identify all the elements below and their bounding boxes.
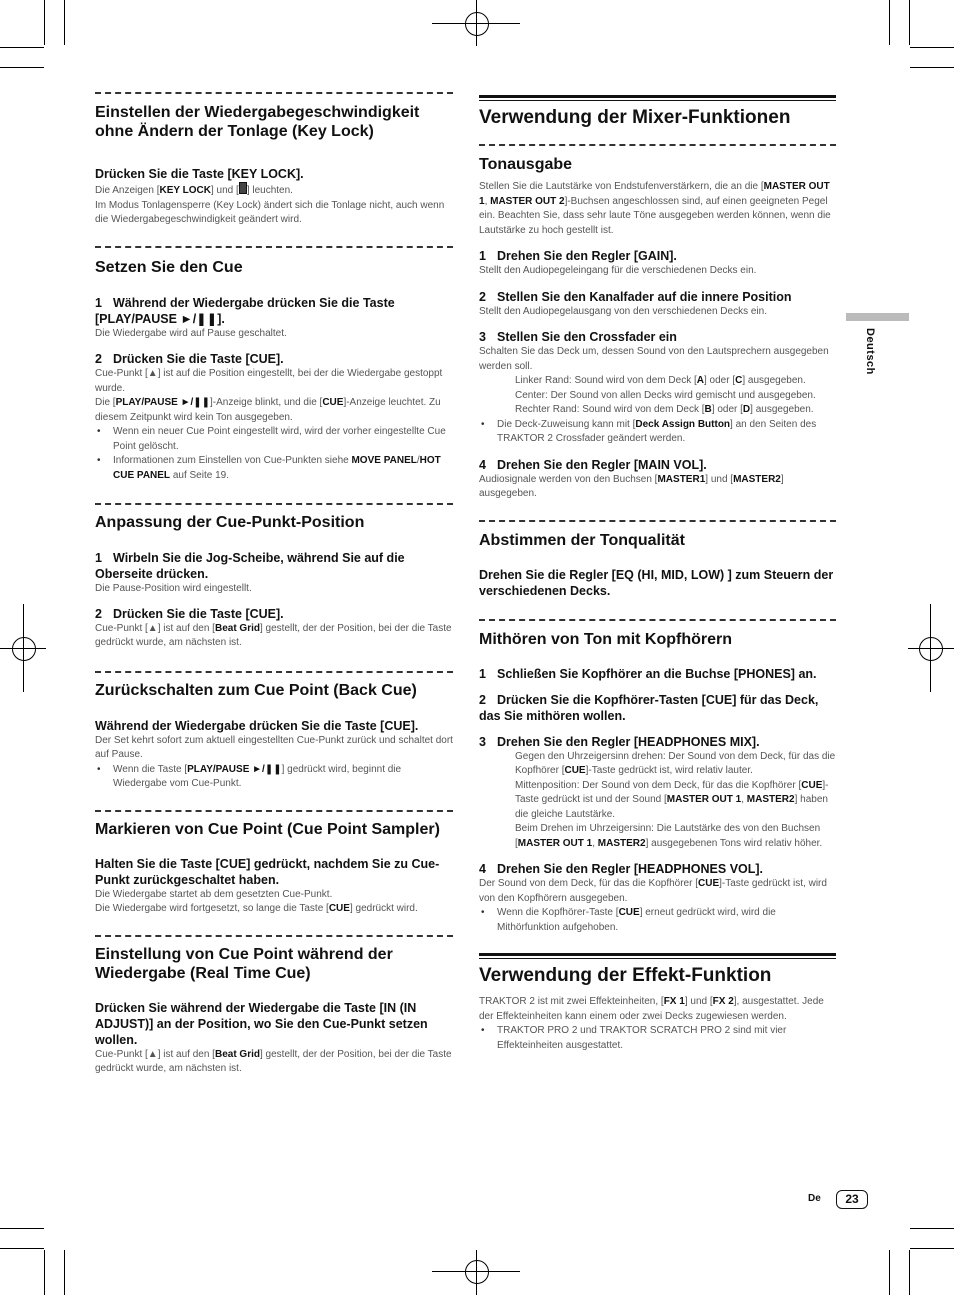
chapter-divider [479, 953, 836, 959]
section-divider [479, 520, 836, 522]
left-column [95, 92, 453, 1077]
bullet-item: • TRAKTOR PRO 2 und TRAKTOR SCRATCH PRO 2 sind mit vier Effekteinheiten ausgestattet. [479, 1024, 836, 1053]
page-number: 23 [836, 1190, 868, 1209]
section-divider [95, 92, 453, 94]
body-text: Rechter Rand: Sound wird von dem Deck [B] oder [D] ausgegeben. [515, 404, 814, 415]
section-divider [95, 810, 453, 812]
section-key-lock [95, 92, 453, 228]
step-1: 1 Schließen Sie Kopfhörer an die Buchse [PHONES] an. [479, 666, 817, 681]
section-heading: Mithören von Ton mit Kopfhörern [479, 630, 733, 648]
section-heading: Einstellen der Wiedergabegeschwindigkeit ohne Ändern der Tonlage (Key Lock) [95, 104, 420, 140]
step-3: 3 Stellen Sie den Crossfader ein [479, 330, 677, 344]
body-text: TRAKTOR 2 ist mit zwei Effekteinheiten, [FX 1] und [FX 2], ausgestattet. Jede der Effekteinheiten kann einem oder zwei Decks zugewiesen werden. [479, 996, 824, 1022]
body-text: Stellen Sie die Lautstärke von Endstufenverstärkern, die an die [MASTER OUT 1, MASTER OUT 2]-Buchsen angeschlossen sind, auf einen geeigneten Pegel ein. Beachten Sie, dass sehr laute Töne ausgegeben werden können, wenn die Lautstärke zu hoch gestellt ist. [479, 181, 831, 236]
body-text: Der Set kehrt sofort zum aktuell eingestellten Cue-Punkt zurück und schaltet dort auf Pause. [95, 734, 453, 760]
body-text: Im Modus Tonlagensperre (Key Lock) ändert sich die Tonlage nicht, auch wenn die Wiedergabegeschwindigkeit geändert wird. [95, 199, 445, 225]
instruction: Während der Wiedergabe drücken Sie die Taste [CUE]. [95, 718, 419, 733]
section-heading: Setzen Sie den Cue [95, 258, 243, 276]
step-1: 1 Während der Wiedergabe drücken Sie die Taste [PLAY/PAUSE ►/❚❚]. [95, 295, 395, 326]
section-mixer [479, 95, 836, 129]
step-2: 2 Drücken Sie die Kopfhörer-Tasten [CUE] für das Deck, das Sie mithören wollen. [479, 692, 819, 723]
language-tab-label: Deutsch [864, 328, 876, 375]
section-set-cue [95, 246, 453, 484]
section-heading: Tonausgabe [479, 156, 573, 173]
section-effekt [479, 953, 836, 1053]
section-cue-sampler [95, 810, 453, 917]
body-text: Beim Drehen im Uhrzeigersinn: Die Lautstärke des von den Buchsen [MASTER OUT 1, MASTER2] ausgegebenen Tons wird relativ höher. [515, 823, 823, 849]
right-column [479, 92, 836, 1053]
body-text: Cue-Punkt [▲] ist auf die Position eingestellt, bei der die Wiedergabe gestoppt wurde. [95, 368, 443, 394]
body-text: Die [PLAY/PAUSE ►/❚❚]-Anzeige blinkt, und die [CUE]-Anzeige leuchtet. Zu diesem Zeitpunkt wird kein Ton ausgegeben. [95, 397, 441, 423]
section-divider [95, 503, 453, 505]
section-real-time-cue [95, 935, 453, 1077]
chapter-divider [479, 95, 836, 101]
instruction: Drücken Sie während der Wiedergabe die Taste [IN (IN ADJUST)] an der Position, wo Sie den Cue-Punkt setzen wollen. [95, 1000, 428, 1047]
section-kopfhoerer [479, 619, 836, 936]
body-text: Gegen den Uhrzeigersinn drehen: Der Sound von dem Deck, für das die Kopfhörer [CUE]-Taste gedrückt ist, wird relativ lauter. [515, 750, 836, 776]
step-4: 4 Drehen Sie den Regler [HEADPHONES VOL]. [479, 862, 764, 876]
body-text: Linker Rand: Sound wird von dem Deck [A] oder [C] ausgegeben. [515, 375, 806, 386]
bullet-item: • Die Deck-Zuweisung kann mit [Deck Assign Button] an den Seiten des TRAKTOR 2 Crossfader geändert werden. [479, 418, 836, 447]
page-language: De [808, 1193, 821, 1204]
body-text: Schalten Sie das Deck um, dessen Sound von den Lautsprechern ausgegeben werden soll. [479, 346, 829, 372]
section-cue-position [95, 503, 453, 651]
body-text: Der Sound von dem Deck, für das die Kopfhörer [CUE]-Taste gedrückt ist, wird von den Kopfhörern ausgegeben. [479, 878, 827, 904]
section-divider [95, 935, 453, 937]
body-text: Mittenposition: Der Sound von dem Deck, für das die Kopfhörer [CUE]-Taste gedrückt ist und der Sound [MASTER OUT 1, MASTER2] haben die gleiche Lautstärke. [515, 779, 829, 820]
section-divider [95, 246, 453, 248]
body-text: Die Anzeigen [KEY LOCK] und [ ] leuchten. [95, 182, 453, 199]
section-divider [479, 619, 836, 621]
step-2: 2 Drücken Sie die Taste [CUE]. [95, 606, 284, 621]
body-text: Die Wiedergabe wird auf Pause geschaltet. [95, 327, 287, 339]
section-back-cue [95, 671, 453, 792]
body-text: Die Pause-Position wird eingestellt. [95, 583, 252, 594]
section-heading: Einstellung von Cue Point während der Wiedergabe (Real Time Cue) [95, 945, 393, 982]
body-text: Cue-Punkt [▲] ist auf den [Beat Grid] gestellt, der der Position, bei der die Taste gedrückt wurde, am nächsten ist. [95, 1048, 452, 1074]
instruction: Drücken Sie die Taste [KEY LOCK]. [95, 167, 304, 181]
step-4: 4 Drehen Sie den Regler [MAIN VOL]. [479, 457, 707, 472]
section-heading: Abstimmen der Tonqualität [479, 531, 685, 549]
chapter-heading: Verwendung der Effekt-Funktion [479, 965, 772, 986]
language-tab-bar [846, 313, 909, 321]
bullet-item: • Wenn ein neuer Cue Point eingestellt wird, wird der vorher eingestellte Cue Point gelöscht. [95, 425, 453, 454]
instruction: Drehen Sie die Regler [EQ (HI, MID, LOW) ] zum Steuern der verschiedenen Decks. [479, 567, 834, 598]
section-heading: Anpassung der Cue-Punkt-Position [95, 514, 365, 531]
lock-indicator-icon [239, 182, 247, 194]
section-heading: Zurückschalten zum Cue Point (Back Cue) [95, 681, 417, 699]
section-tonausgabe [479, 144, 836, 502]
step-1: 1 Wirbeln Sie die Jog-Scheibe, während Sie auf die Oberseite drücken. [95, 551, 405, 581]
step-2: 2 Stellen Sie den Kanalfader auf die innere Position [479, 289, 792, 304]
instruction: Halten Sie die Taste [CUE] gedrückt, nachdem Sie zu Cue-Punkt zurückgeschaltet haben. [95, 856, 440, 887]
body-text: Audiosignale werden von den Buchsen [MASTER1] und [MASTER2] ausgegeben. [479, 473, 784, 499]
body-text: Die Wiedergabe wird fortgesetzt, so lange die Taste [CUE] gedrückt wird. [95, 903, 418, 914]
chapter-heading: Verwendung der Mixer-Funktionen [479, 107, 791, 128]
section-divider [479, 144, 836, 146]
section-heading: Markieren von Cue Point (Cue Point Sampler) [95, 820, 440, 838]
body-text: Die Wiedergabe startet ab dem gesetzten Cue-Punkt. [95, 888, 333, 900]
body-text: Cue-Punkt [▲] ist auf den [Beat Grid] gestellt, der der Position, bei der die Taste gedrückt wurde, am nächsten ist. [95, 622, 452, 648]
body-text: Stellt den Audiopegelausgang von den verschiedenen Decks ein. [479, 305, 767, 317]
step-1: 1 Drehen Sie den Regler [GAIN]. [479, 249, 677, 263]
bullet-item: • Wenn die Taste [PLAY/PAUSE ►/❚❚] gedrückt wird, beginnt die Wiedergabe vom Cue-Punkt. [95, 763, 453, 792]
body-text: Center: Der Sound von allen Decks wird gemischt und ausgegeben. [515, 389, 816, 401]
section-divider [95, 671, 453, 673]
step-3: 3 Drehen Sie den Regler [HEADPHONES MIX]. [479, 734, 760, 749]
section-tonqualitaet [479, 520, 836, 599]
body-text: Stellt den Audiopegeleingang für die verschiedenen Decks ein. [479, 265, 757, 276]
step-2: 2 Drücken Sie die Taste [CUE]. [95, 352, 284, 366]
bullet-item: • Wenn die Kopfhörer-Taste [CUE] erneut gedrückt wird, wird die Mithörfunktion aufgehoben. [479, 906, 836, 935]
bullet-item: • Informationen zum Einstellen von Cue-Punkten siehe MOVE PANEL/HOT CUE PANEL auf Seite 19. [95, 454, 453, 483]
